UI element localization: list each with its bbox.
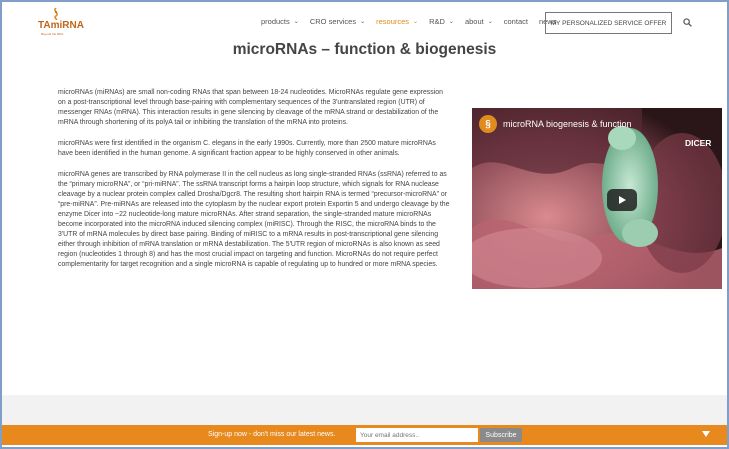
nav-item-contact[interactable] xyxy=(504,17,528,26)
personalized-offer-button[interactable]: MY PERSONALIZED SERVICE OFFER xyxy=(545,12,672,34)
nav-item-label: resources xyxy=(376,16,410,26)
paragraph-intro: microRNAs (miRNAs) are small non-coding RNAs that span between 18-24 nucleotides. MicroRNAs regulate gene expression on a post-transcriptional level through base-pairing with complementary sequences of the 3'untranslated region (UTR) of messenger RNAs (mRNA). This interaction results in gene silencing by cleavage of the mRNA strand or destabilization of the mRNA through shortening of its polyA tail or inhibiting the translation of the mRNA into proteins. xyxy=(58,89,443,126)
main-nav xyxy=(261,13,567,29)
nav-item-resources[interactable] xyxy=(376,17,418,26)
nav-item-label: products xyxy=(261,16,290,26)
paragraph-biogenesis: microRNA genes are transcribed by RNA polymerase II in the cell nucleus as long single-stranded RNAs (ssRNA) referred to as the “primary microRNA”, or “pri-miRNA”. The ssRNA transcript forms a hairpin loop structure, which signals for RNA nuclease cleavage by a nuclear protein complex called Drosha/Dgcr8. The resulting short hairpin RNA is termed “precursor-microRNA” or “pre-miRNA”. Pre-miRNAs are released into the cytoplasm by the nuclear export protein Exportin 5 and undergo cleavage by the enzyme Dicer into ~22 nucleotide-long mature microRNAs. After strand separation, the single-stranded mature microRNAs become incorporated into the microRNA induced silencing complex (miRISC). Through the RISC, the microRNA binds to the 3'UTR of mRNA molecules by direct base pairing. Binding of miRISC to a mRNA results in post-transcriptional gene silencing either through inhibition of mRNA translation or mRNA destabilization. The 5'UTR region of microRNAs is also known as seed region (nucleotides 1 through 8) and has the most crucial impact on targeting and function. MicroRNAs do not require perfect complementarity for target recognition and a single microRNA is capable of regulating up to hundred or more mRNA species. xyxy=(58,171,450,268)
nav-item-label: about xyxy=(464,16,484,26)
footer-band xyxy=(2,395,727,425)
chevron-down-icon: ⌄ xyxy=(413,18,419,25)
play-button[interactable] xyxy=(607,189,637,211)
nav-item-about[interactable] xyxy=(465,17,493,26)
email-field[interactable] xyxy=(356,428,478,442)
article-body xyxy=(58,88,450,281)
paragraph-history: microRNAs were first identified in the organism C. elegans in the early 1990s. Currently, more than 2500 mature microRNAs have been identified in the human genome. A significant fraction appear to be highly conserved in other animals. xyxy=(58,140,436,157)
nav-item-products[interactable] xyxy=(261,17,299,26)
brand-name: TAmiRNA xyxy=(38,20,84,31)
brand-logo[interactable] xyxy=(36,8,84,36)
chevron-down-icon[interactable] xyxy=(701,429,711,439)
nav-item-label: R&D xyxy=(429,16,445,26)
subscribe-button[interactable]: Subscribe xyxy=(480,428,522,442)
signup-bar xyxy=(2,425,727,445)
channel-logo-icon: § xyxy=(479,115,497,133)
signup-text: Sign-up now - don't miss our latest news. xyxy=(208,431,336,438)
nav-item-label: contact xyxy=(503,16,528,26)
site-header xyxy=(2,2,727,38)
nav-item-label: news xyxy=(538,16,557,26)
search-icon[interactable] xyxy=(683,18,692,27)
video-title: microRNA biogenesis & function xyxy=(503,119,632,129)
play-icon xyxy=(617,195,627,205)
brand-tagline: Beyond the RNA xyxy=(41,32,64,36)
nav-item-rd[interactable] xyxy=(429,17,454,26)
nav-item-cro-services[interactable] xyxy=(310,17,365,26)
video-thumbnail xyxy=(472,108,722,289)
chevron-down-icon: ⌄ xyxy=(487,18,493,25)
video-player[interactable] xyxy=(472,108,722,289)
chevron-down-icon: ⌄ xyxy=(360,18,366,25)
chevron-down-icon: ⌄ xyxy=(293,18,299,25)
video-overlay-label: DICER xyxy=(685,138,712,148)
page-title: microRNAs – function & biogenesis xyxy=(232,41,497,58)
dna-icon xyxy=(50,8,62,20)
nav-item-label: CRO services xyxy=(309,16,357,26)
chevron-down-icon: ⌄ xyxy=(448,18,454,25)
